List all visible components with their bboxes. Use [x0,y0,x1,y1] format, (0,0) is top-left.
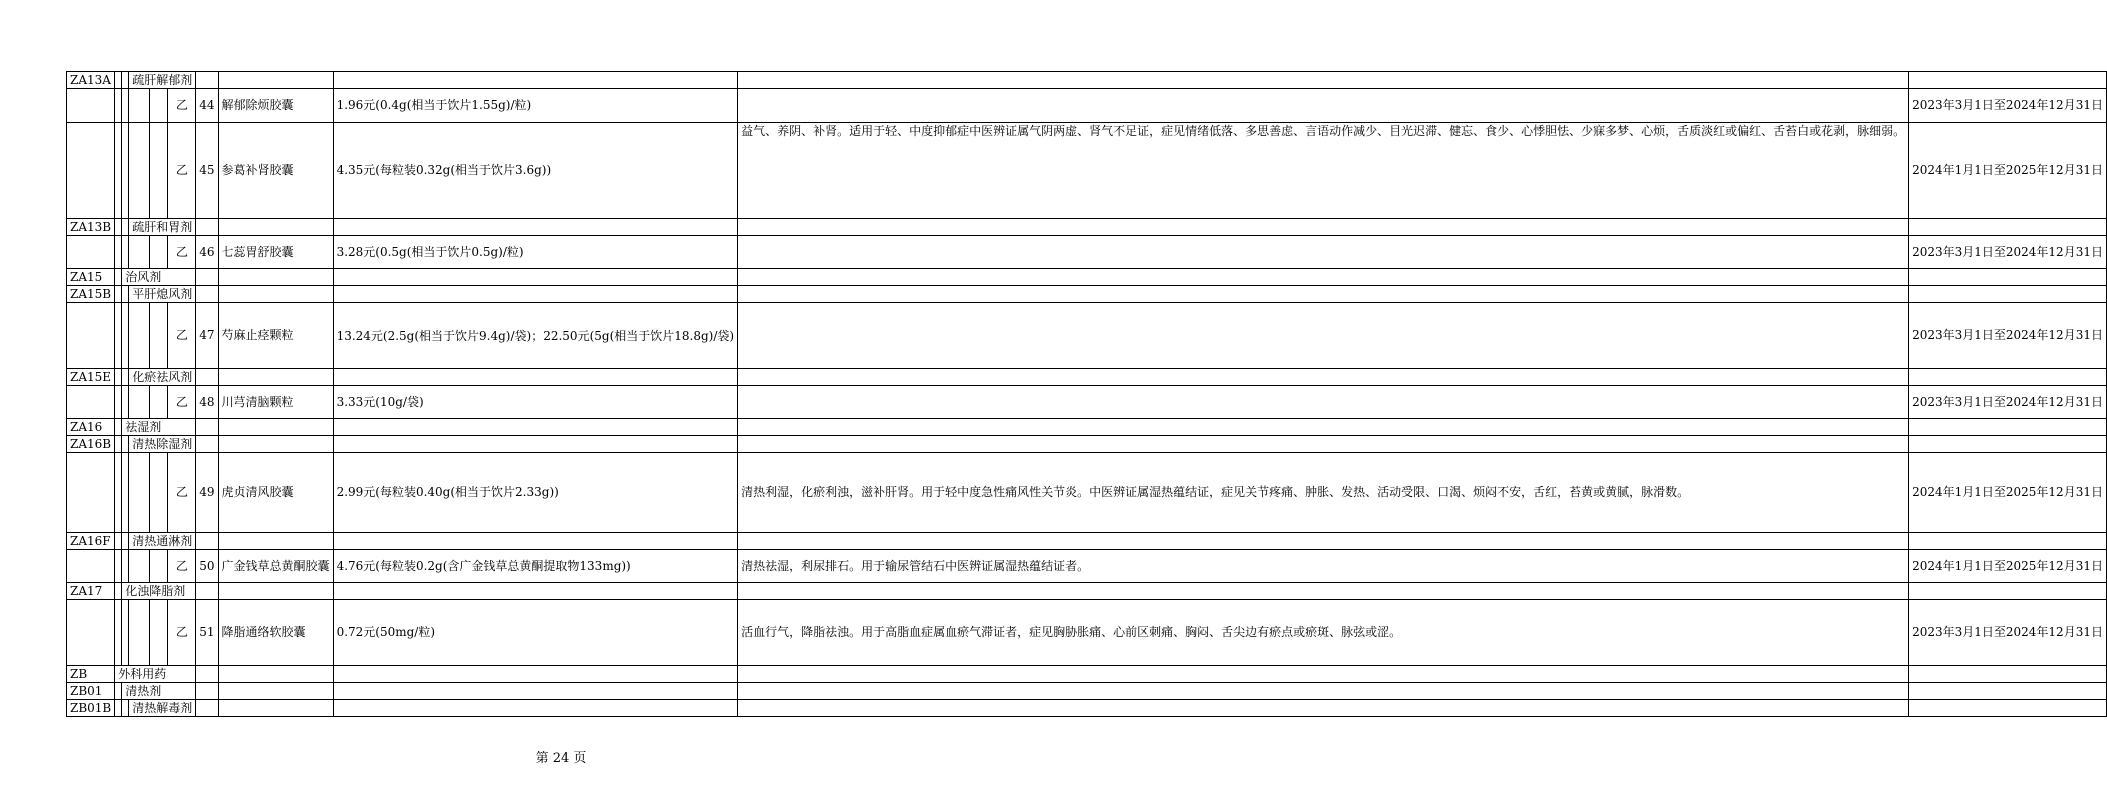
drug-number: 45 [196,123,218,219]
drug-name: 解郁除烦胶囊 [218,89,333,123]
drug-grade: 乙 [168,303,196,369]
category-code: ZA13A [67,72,115,89]
drug-grade: 乙 [168,89,196,123]
category-name: 清热剂 [122,683,196,700]
drug-grade: 乙 [168,386,196,419]
drug-grade: 乙 [168,453,196,533]
drug-number: 46 [196,236,218,269]
category-row [67,533,2107,550]
category-name: 治风剂 [122,269,196,286]
drug-limit: 活血行气，降脂祛浊。用于高脂血症属血瘀气滞证者，症见胸胁胀痛、心前区刺痛、胸闷、舌尖边有瘀点或瘀斑、脉弦或涩。 [738,600,1909,666]
category-name: 疏肝解郁剂 [129,72,196,89]
drug-number: 50 [196,550,218,583]
drug-limit: 益气、养阴、补肾。适用于轻、中度抑郁症中医辨证属气阴两虚、肾气不足证，症见情绪低落、多思善虑、言语动作减少、目光迟滞、健忘、食少、心悸胆怯、少寐多梦、心烦，舌质淡红或偏红、舌苔白或花剥，脉细弱。 [741,123,1906,138]
category-row [67,666,2107,683]
drug-period: 2024年1月1日至2025年12月31日 [1909,123,2107,219]
category-code: ZB [67,666,115,683]
drug-price: 1.96元(0.4g(相当于饮片1.55g)/粒) [333,89,738,123]
drug-period: 2023年3月1日至2024年12月31日 [1909,303,2107,369]
drug-price: 4.76元(每粒装0.2g(含广金钱草总黄酮提取物133mg)) [333,550,738,583]
category-code: ZA15 [67,269,115,286]
drug-number: 47 [196,303,218,369]
category-row [67,219,2107,236]
drug-name: 广金钱草总黄酮胶囊 [218,550,333,583]
drug-number: 51 [196,600,218,666]
category-row [67,269,2107,286]
drug-name: 参葛补肾胶囊 [218,123,333,219]
drug-list-table [66,71,2107,717]
drug-limit [738,386,1909,419]
drug-grade: 乙 [168,123,196,219]
drug-name: 川芎清脑颗粒 [218,386,333,419]
drug-grade: 乙 [168,600,196,666]
category-row [67,369,2107,386]
drug-number: 44 [196,89,218,123]
category-name: 平肝熄风剂 [129,286,196,303]
drug-limit: 清热利湿，化瘀利浊，滋补肝肾。用于轻中度急性痛风性关节炎。中医辨证属湿热蕴结证，症见关节疼痛、肿胀、发热、活动受限、口渴、烦闷不安，舌红，苔黄或黄腻，脉滑数。 [738,453,1909,533]
drug-row [67,550,2107,583]
drug-limit: 清热祛湿，利尿排石。用于输尿管结石中医辨证属湿热蕴结证者。 [738,550,1909,583]
category-code: ZA13B [67,219,115,236]
category-row [67,683,2107,700]
drug-grade: 乙 [168,236,196,269]
drug-price: 3.33元(10g/袋) [333,386,738,419]
drug-name: 芍麻止痉颗粒 [218,303,333,369]
drug-row [67,123,2107,219]
category-name: 清热除湿剂 [129,436,196,453]
drug-limit [738,236,1909,269]
drug-period: 2024年1月1日至2025年12月31日 [1909,453,2107,533]
drug-name: 虎贞清风胶囊 [218,453,333,533]
drug-row [67,453,2107,533]
drug-price: 3.28元(0.5g(相当于饮片0.5g)/粒) [333,236,738,269]
category-name: 疏肝和胃剂 [129,219,196,236]
drug-name: 七蕊胃舒胶囊 [218,236,333,269]
category-code: ZA17 [67,583,115,600]
category-row [67,583,2107,600]
drug-price: 13.24元(2.5g(相当于饮片9.4g)/袋)；22.50元(5g(相当于饮片18.8g)/袋) [333,303,738,369]
drug-limit [738,303,1909,369]
drug-grade: 乙 [168,550,196,583]
drug-price: 4.35元(每粒装0.32g(相当于饮片3.6g)) [333,123,738,219]
drug-row [67,236,2107,269]
category-code: ZA16 [67,419,115,436]
drug-period: 2023年3月1日至2024年12月31日 [1909,236,2107,269]
category-name: 化瘀祛风剂 [129,369,196,386]
drug-row [67,600,2107,666]
drug-row [67,303,2107,369]
drug-period: 2023年3月1日至2024年12月31日 [1909,386,2107,419]
drug-number: 48 [196,386,218,419]
drug-period: 2024年1月1日至2025年12月31日 [1909,550,2107,583]
category-name: 化浊降脂剂 [122,583,196,600]
drug-period: 2023年3月1日至2024年12月31日 [1909,89,2107,123]
category-row [67,72,2107,89]
category-row [67,700,2107,717]
drug-price: 2.99元(每粒装0.40g(相当于饮片2.33g)) [333,453,738,533]
category-code: ZA16B [67,436,115,453]
category-name: 外科用药 [115,666,196,683]
drug-name: 降脂通络软胶囊 [218,600,333,666]
category-row [67,419,2107,436]
drug-period: 2023年3月1日至2024年12月31日 [1909,600,2107,666]
drug-price: 0.72元(50mg/粒) [333,600,738,666]
drug-row [67,89,2107,123]
category-code: ZA15B [67,286,115,303]
page-number: 第 24 页 [535,751,587,766]
category-code: ZB01B [67,700,115,717]
category-code: ZA16F [67,533,115,550]
category-code: ZB01 [67,683,115,700]
category-row [67,436,2107,453]
drug-row [67,386,2107,419]
category-code: ZA15E [67,369,115,386]
category-name: 清热通淋剂 [129,533,196,550]
category-name: 清热解毒剂 [129,700,196,717]
category-row [67,286,2107,303]
category-name: 祛湿剂 [122,419,196,436]
drug-number: 49 [196,453,218,533]
drug-limit [738,89,1909,123]
